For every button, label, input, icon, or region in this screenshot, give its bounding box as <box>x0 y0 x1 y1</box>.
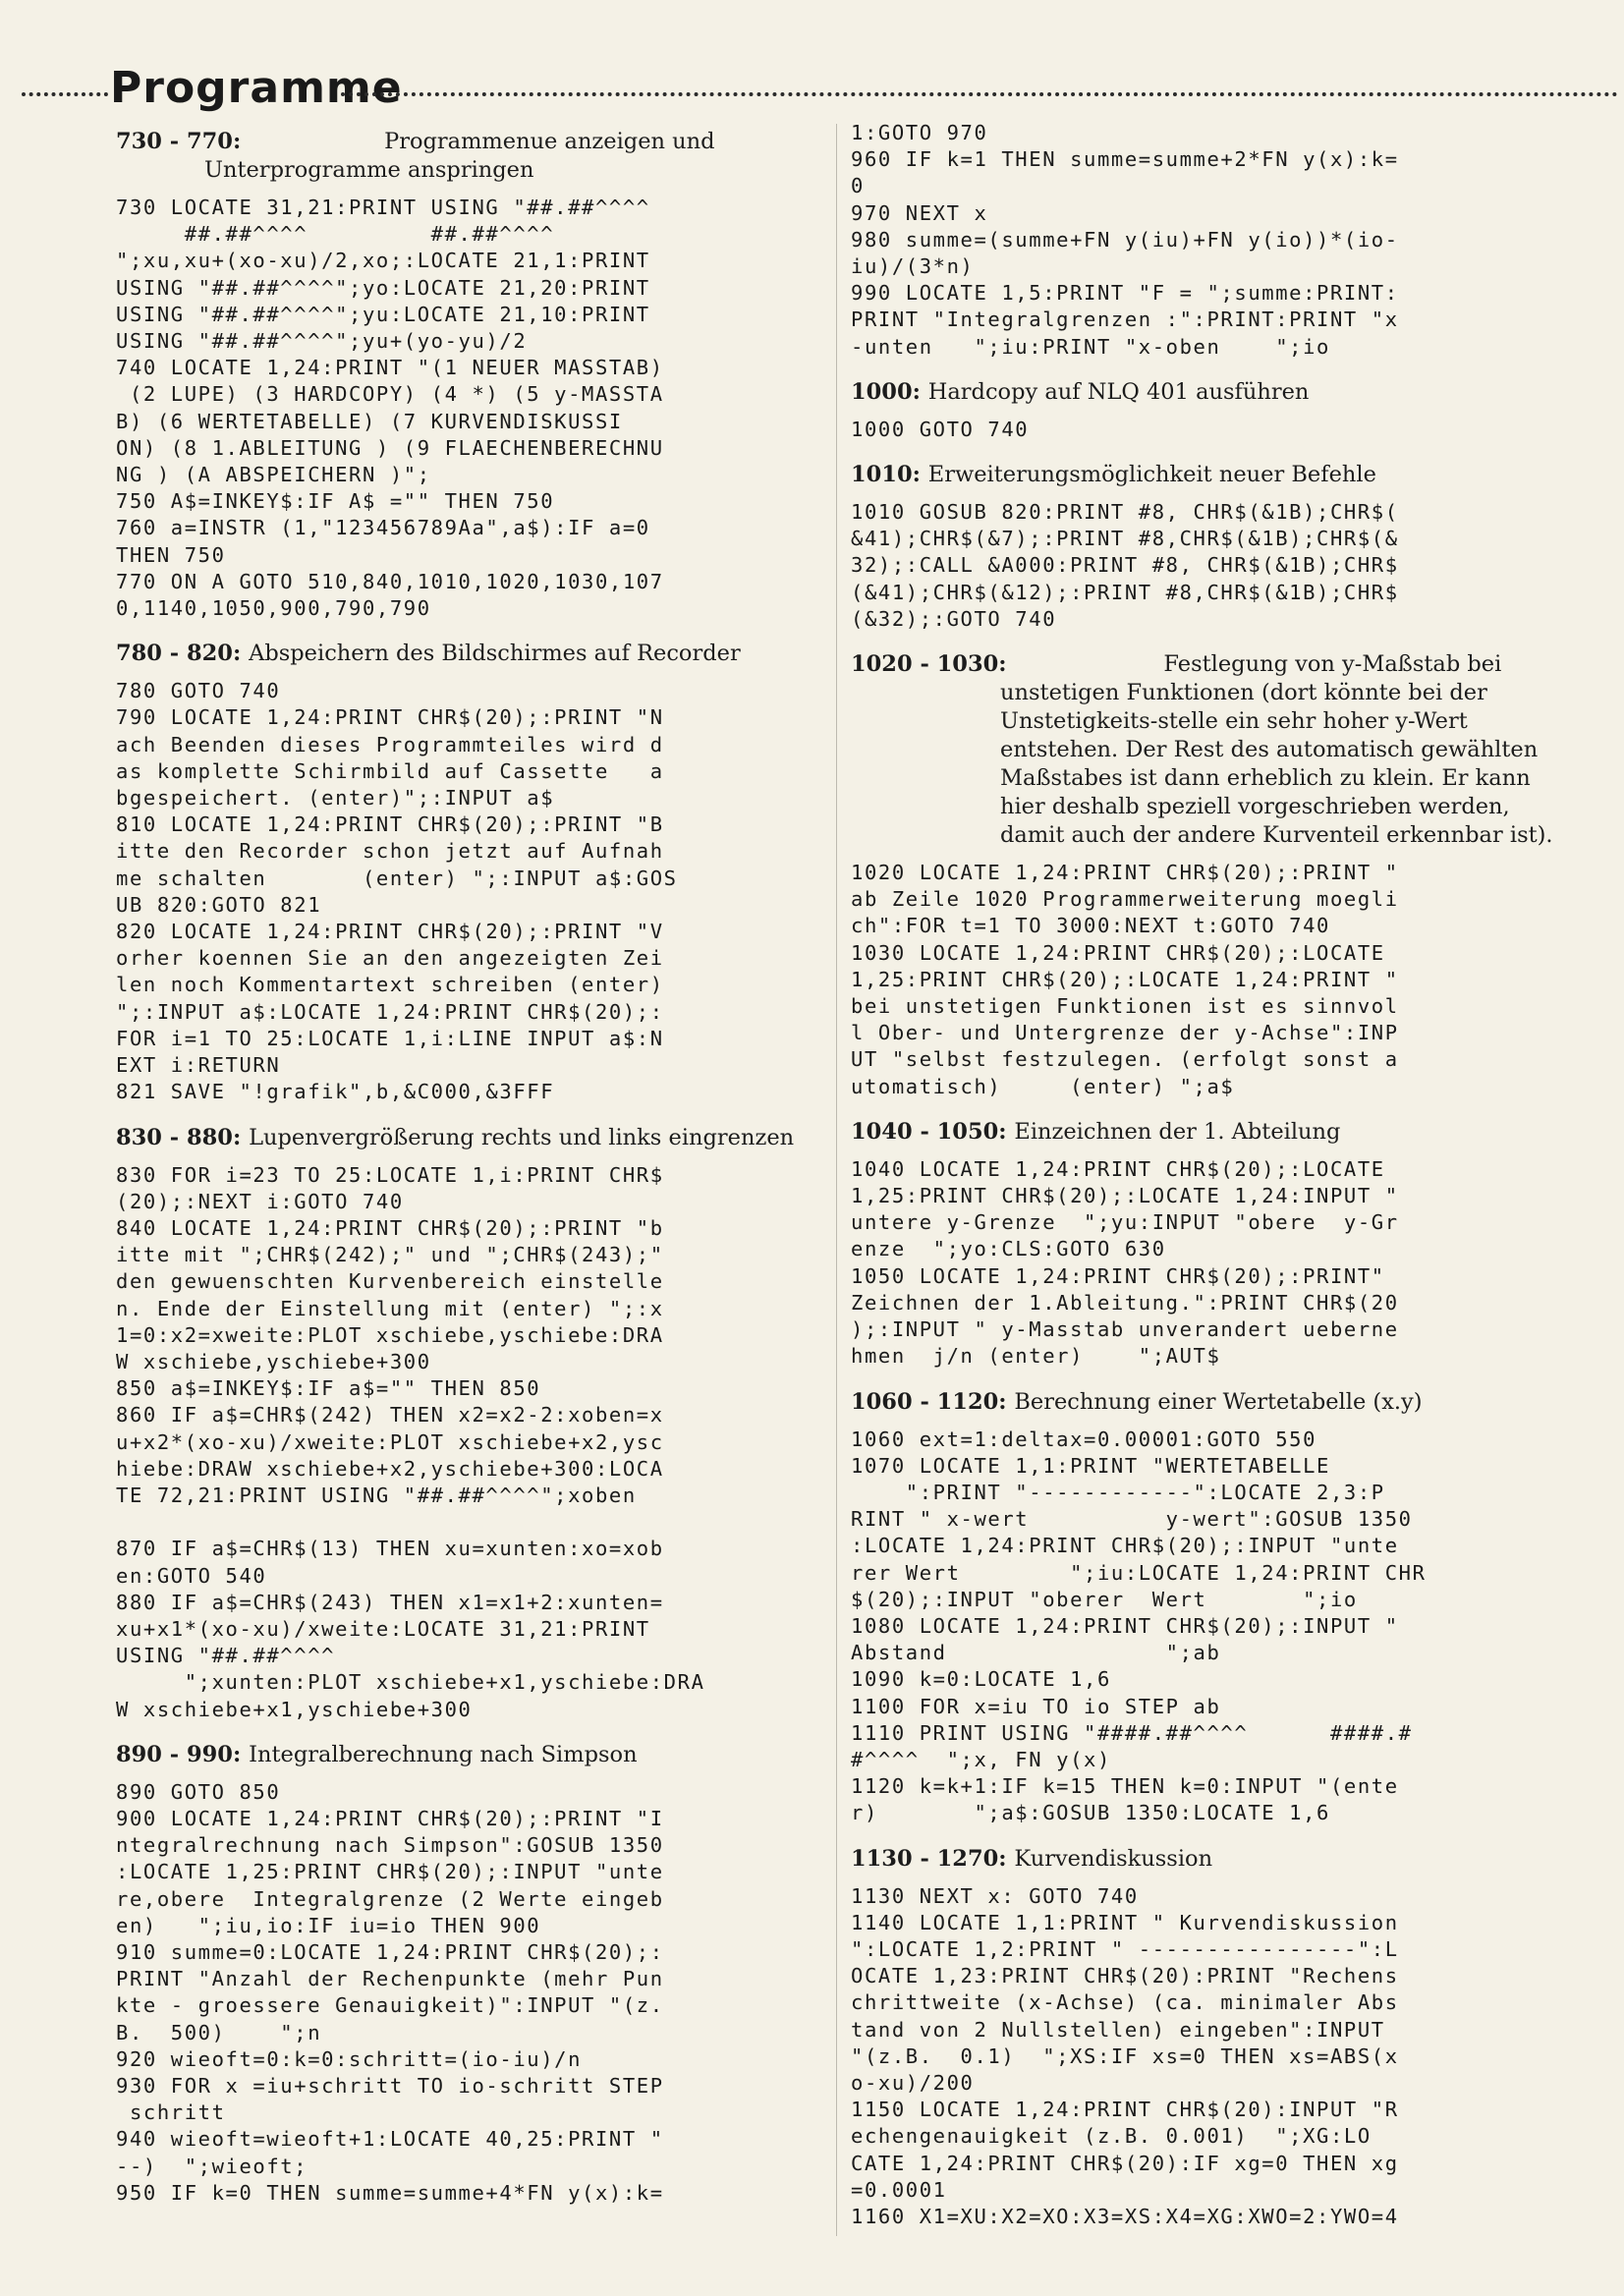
section-heading <box>851 378 1560 407</box>
basic-code-listing: 780 GOTO 740 790 LOCATE 1,24:PRINT CHR$(20);:PRINT "N ach Beenden dieses Programmteiles wird d as komplette Schirmbild auf Cassette a bgespeichert. (enter)";:INPUT a$ 810 LOCATE 1,24:PRINT CHR$(20);:PRINT "B itte den Recorder schon jetzt auf Aufnah me schalten (enter) ";:INPUT a$:GOS UB 820:GOTO 821 820 LOCATE 1,24:PRINT CHR$(20);:PRINT "V orher koennen Sie an den angezeigten Zei len noch Kommentartext schreiben (enter) ";:INPUT a$:LOCATE 1,24:PRINT CHR$(20);: FOR i=1 TO 25:LOCATE 1,i:LINE INPUT a$:N EXT i:RETURN 821 SAVE "!grafik",b,&C000,&3FFF <box>116 679 678 1104</box>
basic-code-listing: 890 GOTO 850 900 LOCATE 1,24:PRINT CHR$(20);:PRINT "I ntegralrechnung nach Simpson":GOSUB 1350 :LOCATE 1,25:PRINT CHR$(20);:INPUT "unte re,obere Integralgrenze (2 Werte eingeb en) ";iu,io:IF iu=io THEN 900 910 summe=0:LOCATE 1,24:PRINT CHR$(20);: PRINT "Anzahl der Rechenpunkte (mehr Pun kte - groessere Genauigkeit)":INPUT "(z. B. 500) ";n 920 wieoft=0:k=0:schritt=(io-iu)/n 930 FOR x =iu+schritt TO io-schritt STEP schritt 940 wieoft=wieoft+1:LOCATE 40,25:PRINT " --) ";wieoft; 950 IF k=0 THEN summe=summe+4*FN y(x):k= <box>116 1779 664 2205</box>
section-line-range: 780 - 820: <box>116 641 250 667</box>
section-line-range: 1010: <box>851 462 928 488</box>
basic-code-listing: 1020 LOCATE 1,24:PRINT CHR$(20);:PRINT " ab Zeile 1020 Programmerweiterung moegli ch":FOR t=1 TO 3000:NEXT t:GOTO 740 1030 LOCATE 1,24:PRINT CHR$(20);:LOCATE 1,25:PRINT CHR$(20);:LOCATE 1,24:PRINT " bei unstetigen Funktionen ist es sinnvol l Ober- und Untergrenze der y-Achse":INP UT "selbst festzulegen. (erfolgt sonst a utomatisch) (enter) ";a$ <box>851 861 1399 1098</box>
basic-code-listing: 1040 LOCATE 1,24:PRINT CHR$(20);:LOCATE 1,25:PRINT CHR$(20);:LOCATE 1,24:INPUT " untere y-Grenze ";yu:INPUT "obere y-Gr enze ";yo:CLS:GOTO 630 1050 LOCATE 1,24:PRINT CHR$(20);:PRINT" Zeichnen der 1.Ableitung.":PRINT CHR$(20 );:INPUT " y-Masstab unverandert ueberne hmen j/n (enter) ";AUT$ <box>851 1156 1399 1369</box>
section-heading <box>851 1845 1560 1874</box>
page-header <box>22 63 1618 118</box>
basic-code-listing: 1130 NEXT x: GOTO 740 1140 LOCATE 1,1:PRINT " Kurvendiskussion ":LOCATE 1,2:PRINT " ----------------":L OCATE 1,23:PRINT CHR$(20):PRINT "Rechens chrittweite (x-Achse) (ca. minimaler Abs tand von 2 Nullstellen) eingeben":INPUT "(z.B. 0.1) ";XS:IF xs=0 THEN xs=ABS(x o-xu)/200 1150 LOCATE 1,24:PRINT CHR$(20):INPUT "R echengenauigkeit (z.B. 0.001) ";XG:LO CATE 1,24:PRINT CHR$(20):IF xg=0 THEN xg =0.0001 1160 X1=XU:X2=XO:X3=XS:X4=XG:XWO=2:YWO=4 <box>851 1883 1399 2228</box>
basic-code-listing: 1060 ext=1:deltax=0.00001:GOTO 550 1070 LOCATE 1,1:PRINT "WERTETABELLE ":PRINT "------------":LOCATE 2,3:P RINT " x-wert y-wert":GOSUB 1350 :LOCATE 1,24:PRINT CHR$(20);:INPUT "unte rer Wert ";iu:LOCATE 1,24:PRINT CHR $(20);:INPUT "oberer Wert ";io 1080 LOCATE 1,24:PRINT CHR$(20);:INPUT " Abstand ";ab 1090 k=0:LOCATE 1,6 1100 FOR x=iu TO io STEP ab 1110 PRINT USING "####.##^^^^ ####.# #^^^^ ";x, FN y(x) 1120 k=k+1:IF k=15 THEN k=0:INPUT "(ente r) ";a$:GOSUB 1350:LOCATE 1,6 <box>851 1427 1427 1825</box>
section-line-range: 1060 - 1120: <box>851 1388 1015 1415</box>
section-heading <box>116 1124 821 1152</box>
basic-code-listing: 1:GOTO 970 960 IF k=1 THEN summe=summe+2*FN y(x):k= 0 970 NEXT x 980 summe=(summe+FN y(iu)+FN y(io))*(io- iu)/(3*n) 990 LOCATE 1,5:PRINT "F = ";summe:PRINT: PRINT "Integralgrenzen :":PRINT:PRINT "x -unten ";iu:PRINT "x-oben ";io <box>851 121 1399 359</box>
section-heading <box>116 128 821 185</box>
basic-code-listing: 1000 GOTO 740 <box>851 417 1030 441</box>
right-column <box>851 120 1560 2240</box>
section-line-range: 1130 - 1270: <box>851 1845 1015 1872</box>
basic-code-listing: 1010 GOSUB 820:PRINT #8, CHR$(&1B);CHR$( &41);CHR$(&7);:PRINT #8,CHR$(&1B);CHR$(& 32);:CALL &A000:PRINT #8, CHR$(&1B);CHR$ (&41);CHR$(&12);:PRINT #8,CHR$(&1B);CHR$ (&32);:GOTO 740 <box>851 500 1399 631</box>
section-description: Lupenvergrößerung rechts und links eingrenzen <box>249 1124 795 1150</box>
section-description: Berechnung einer Wertetabelle (x.y) <box>1014 1388 1423 1415</box>
header-dotted-rule-left <box>22 92 108 100</box>
section-line-range: 730 - 770: <box>116 129 250 154</box>
left-column <box>116 120 821 2216</box>
section-line-range: 890 - 990: <box>116 1741 250 1767</box>
section-description: Festlegung von y-Maßstab bei unstetigen Funktionen (dort könnte bei der Unstetigkeits-stelle ein sehr hoher y-Wert entstehen. Der Rest des automatisch gewählten Maßstabes ist dann erheblich zu klein. Er kann hier deshalb speziell vorgeschrieben werden, damit auch der andere Kurventeil erkennbar ist). <box>1000 651 1553 849</box>
section-description: Abspeichern des Bildschirmes auf Recorder <box>249 641 741 667</box>
section-line-range: 1020 - 1030: <box>851 651 1015 678</box>
section-line-range: 1000: <box>851 378 928 405</box>
section-description: Kurvendiskussion <box>1014 1845 1213 1872</box>
page-title: Programme <box>110 63 403 113</box>
section-description: Erweiterungsmöglichkeit neuer Befehle <box>927 462 1376 488</box>
section-heading <box>851 1388 1560 1417</box>
column-divider <box>836 124 837 2236</box>
section-heading <box>851 650 1560 850</box>
section-description: Hardcopy auf NLQ 401 ausführen <box>927 378 1310 405</box>
basic-code-listing: 730 LOCATE 31,21:PRINT USING "##.##^^^^ ##.##^^^^ ##.##^^^^ ";xu,xu+(xo-xu)/2,xo;:LOCATE 21,1:PRINT USING "##.##^^^^";yo:LOCATE 21,20:PRINT USING "##.##^^^^";yu:LOCATE 21,10:PRINT USING "##.##^^^^";yu+(yo-yu)/2 740 LOCATE 1,24:PRINT "(1 NEUER MASSTAB) (2 LUPE) (3 HARDCOPY) (4 *) (5 y-MASSTA B) (6 WERTETABELLE) (7 KURVENDISKUSSI ON) (8 1.ABLEITUNG ) (9 FLAECHENBERECHNU NG ) (A ABSPEICHERN )"; 750 A$=INKEY$:IF A$ ="" THEN 750 760 a=INSTR (1,"123456789Aa",a$):IF a=0 THEN 750 770 ON A GOTO 510,840,1010,1020,1030,107 0,1140,1050,900,790,790 <box>116 196 664 621</box>
section-description: Integralberechnung nach Simpson <box>249 1741 638 1767</box>
section-heading <box>851 461 1560 489</box>
section-heading <box>116 1741 821 1769</box>
section-heading <box>851 1118 1560 1147</box>
section-line-range: 1040 - 1050: <box>851 1118 1015 1145</box>
header-dotted-rule-right <box>341 92 1618 100</box>
section-line-range: 830 - 880: <box>116 1124 250 1150</box>
section-description: Programmenue anzeigen und Unterprogramme anspringen <box>204 129 715 183</box>
basic-code-listing: 830 FOR i=23 TO 25:LOCATE 1,i:PRINT CHR$ (20);:NEXT i:GOTO 740 840 LOCATE 1,24:PRINT CHR$(20);:PRINT "b itte mit ";CHR$(242);" und ";CHR$(243);" den gewuenschten Kurvenbereich einstelle n. Ende der Einstellung mit (enter) ";:x 1=0:x2=xweite:PLOT xschiebe,yschiebe:DRA W xschiebe,yschiebe+300 850 a$=INKEY$:IF a$="" THEN 850 860 IF a$=CHR$(242) THEN x2=x2-2:xoben=x u+x2*(xo-xu)/xweite:PLOT xschiebe+x2,ysc hiebe:DRAW xschiebe+x2,yschiebe+300:LOCA TE 72,21:PRINT USING "##.##^^^^";xoben 870 IF a$=CHR$(13) THEN xu=xunten:xo=xob en:GOTO 540 880 IF a$=CHR$(243) THEN x1=x1+2:xunten= xu+x1*(xo-xu)/xweite:LOCATE 31,21:PRINT USING "##.##^^^^ ";xunten:PLOT xschiebe+x1,yschiebe:DRA W xschiebe+x1,yschiebe+300 <box>116 1162 705 1721</box>
section-heading <box>116 640 821 668</box>
section-description: Einzeichnen der 1. Abteilung <box>1014 1118 1341 1145</box>
